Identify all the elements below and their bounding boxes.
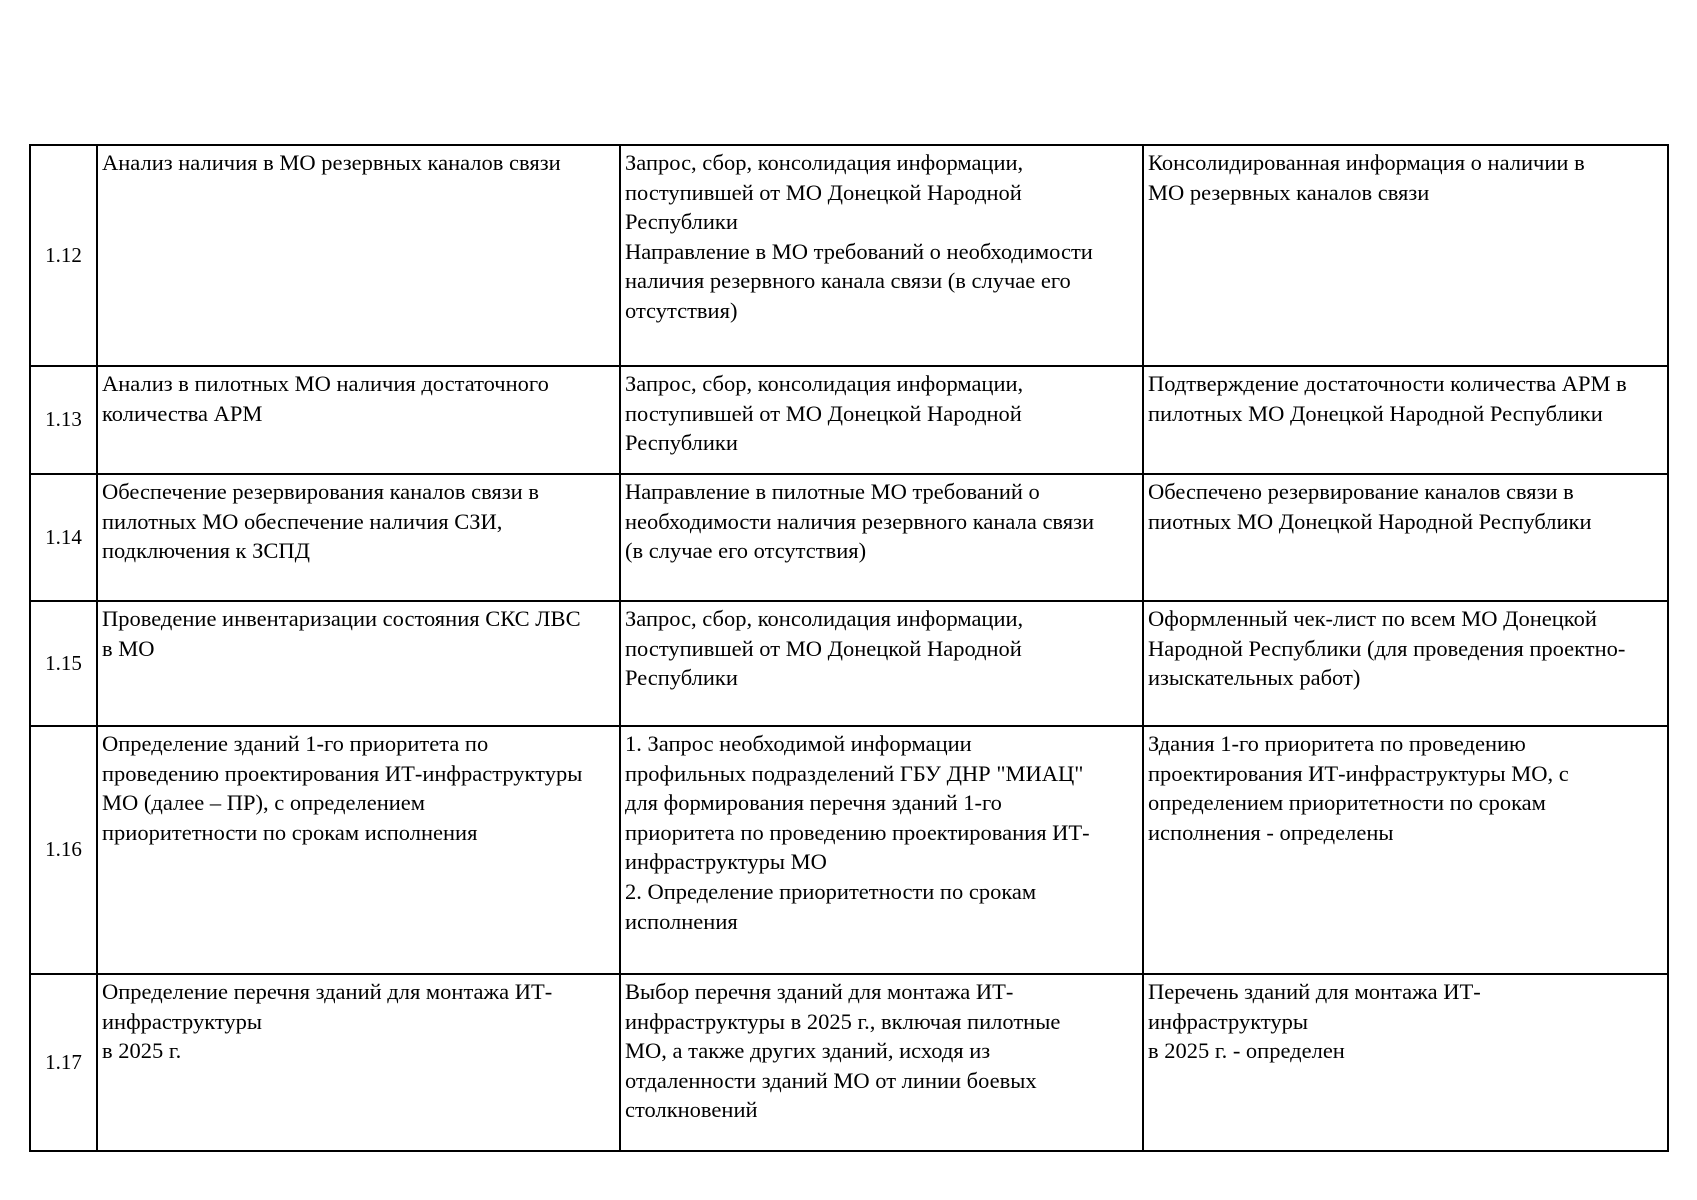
task-cell: Анализ наличия в МО резервных каналов связи <box>97 145 620 366</box>
task-cell: Обеспечение резервирования каналов связи в пилотных МО обеспечение наличия СЗИ, подключения к ЗСПД <box>97 474 620 601</box>
work-cell: Запрос, сбор, консолидация информации, поступившей от МО Донецкой Народной Республики <box>620 366 1143 474</box>
table-row <box>30 474 1668 601</box>
task-cell: Анализ в пилотных МО наличия достаточного количества АРМ <box>97 366 620 474</box>
result-cell: Перечень зданий для монтажа ИТ- инфраструктуры в 2025 г. - определен <box>1143 974 1668 1151</box>
result-cell: Обеспечено резервирование каналов связи в пиотных МО Донецкой Народной Республики <box>1143 474 1668 601</box>
work-cell: Направление в пилотные МО требований о необходимости наличия резервного канала связи (в случае его отсутствия) <box>620 474 1143 601</box>
plan-table <box>29 144 1669 1152</box>
task-cell: Проведение инвентаризации состояния СКС ЛВС в МО <box>97 601 620 726</box>
task-cell: Определение перечня зданий для монтажа ИТ- инфраструктуры в 2025 г. <box>97 974 620 1151</box>
row-number: 1.16 <box>30 726 97 974</box>
result-cell: Консолидированная информация о наличии в МО резервных каналов связи <box>1143 145 1668 366</box>
table-row <box>30 726 1668 974</box>
result-cell: Оформленный чек-лист по всем МО Донецкой Народной Республики (для проведения проектно- изыскательных работ) <box>1143 601 1668 726</box>
row-number: 1.15 <box>30 601 97 726</box>
row-number: 1.14 <box>30 474 97 601</box>
table-row <box>30 366 1668 474</box>
table-row <box>30 974 1668 1151</box>
result-cell: Подтверждение достаточности количества АРМ в пилотных МО Донецкой Народной Республики <box>1143 366 1668 474</box>
work-cell: Запрос, сбор, консолидация информации, поступившей от МО Донецкой Народной Республики Направление в МО требований о необходимости наличия резервного канала связи (в случае его отсутствия) <box>620 145 1143 366</box>
work-cell: 1. Запрос необходимой информации профильных подразделений ГБУ ДНР "МИАЦ" для формирования перечня зданий 1-го приоритета по проведению проектирования ИТ- инфраструктуры МО 2. Определение приоритетности по срокам исполнения <box>620 726 1143 974</box>
table-row <box>30 601 1668 726</box>
row-number: 1.17 <box>30 974 97 1151</box>
work-cell: Запрос, сбор, консолидация информации, поступившей от МО Донецкой Народной Республики <box>620 601 1143 726</box>
row-number: 1.13 <box>30 366 97 474</box>
task-cell: Определение зданий 1-го приоритета по проведению проектирования ИТ-инфраструктуры МО (далее – ПР), с определением приоритетности по срокам исполнения <box>97 726 620 974</box>
work-cell: Выбор перечня зданий для монтажа ИТ- инфраструктуры в 2025 г., включая пилотные МО, а также других зданий, исходя из отдаленности зданий МО от линии боевых столкновений <box>620 974 1143 1151</box>
result-cell: Здания 1-го приоритета по проведению проектирования ИТ-инфраструктуры МО, с определением приоритетности по срокам исполнения - определены <box>1143 726 1668 974</box>
row-number: 1.12 <box>30 145 97 366</box>
table-row <box>30 145 1668 366</box>
